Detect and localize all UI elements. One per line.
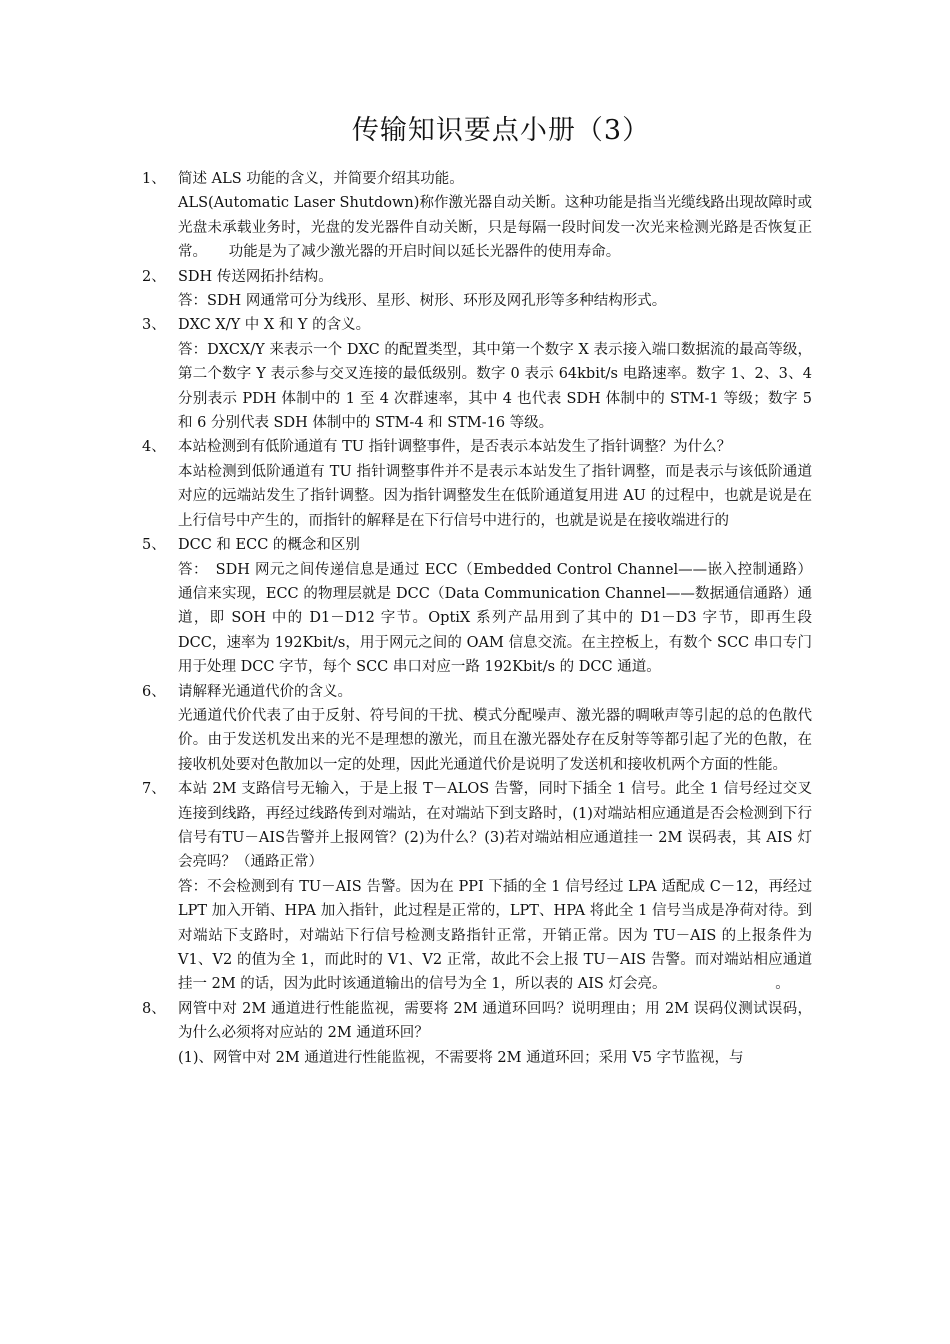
question-text: 本站检测到有低阶通道有 TU 指针调整事件，是否表示本站发生了指针调整？为什么？	[178, 439, 732, 456]
question-text: SDH 传送网拓扑结构。	[178, 268, 333, 285]
answer-text: 答：DXCX/Y 来表示一个 DXC 的配置类型，其中第一个数字 X 表示接入端口数据流的最高等级，第二个数字 Y 表示参与交叉连接的最低级别。数字 0 表示 64kbit/s 电路速率。数字 1、2、3、4 分别表示 PDH 体制中的 1 至 4 次群速率，其中 4 也代表 SDH 体制中的 STM-1 等级；数字 5 和 6 分别代表 SDH 体制中的 STM-4 和 STM-16 等级。	[178, 341, 812, 432]
item-number: 1、	[142, 171, 166, 187]
qa-item	[142, 533, 812, 679]
answer-text: (1)、网管中对 2M 通道进行性能监视，不需要将 2M 通道环回；采用 V5 字节监视，与	[178, 1049, 744, 1066]
item-number: 6、	[142, 683, 166, 700]
question-text: DXC X/Y 中 X 和 Y 的含义。	[178, 317, 371, 334]
page-title: 传输知识要点小册（3）	[351, 115, 651, 146]
question-text: DCC 和 ECC 的概念和区别	[178, 537, 360, 554]
qa-item	[142, 167, 812, 265]
item-number: 3、	[142, 317, 166, 334]
qa-item	[142, 313, 812, 435]
question-text: 网管中对 2M 通道进行性能监视，需要将 2M 通道环回吗？说明理由；用 2M 误码仪测试误码，为什么必须将对应站的 2M 通道环回？	[178, 1000, 812, 1042]
answer-text: ALS(Automatic Laser Shutdown)称作激光器自动关断。这种功能是指当光缆线路出现故障时或光盘未承载业务时，光盘的发光器件自动关断，只是每隔一段时间发一次光来检测光路是否恢复正常。 功能是为了减少激光器的开启时间以延长光器件的使用寿命。	[178, 195, 812, 261]
qa-item	[142, 680, 812, 778]
answer-text: 本站检测到低阶通道有 TU 指针调整事件并不是表示本站发生了指针调整，而是表示与该低阶通道对应的远端站发生了指针调整。因为指针调整发生在低阶通道复用进 AU 的过程中，也就是说是在上行信号中产生的，而指针的解释是在下行信号中进行的，也就是说是在接收端进行的	[178, 463, 812, 529]
question-text: 请解释光通道代价的含义。	[178, 683, 352, 700]
answer-text: 答： SDH 网元之间传递信息是通过 ECC（Embedded Control Channel——嵌入控制通路）通信来实现，ECC 的物理层就是 DCC（Data Communication Channel——数据通信通路）通道，即 SOH 中的 D1－D12 字节。OptiX 系列产品用到了其中的 D1－D3 字节，即再生段 DCC，速率为 192Kbit/s，用于网元之间的 OAM 信息交流。在主控板上，有数个 SCC 串口专门用于处理 DCC 字节，每个 SCC 串口对应一路 192Kbit/s 的 DCC 通道。	[178, 561, 812, 676]
answer-text: 答：不会检测到有 TU－AIS 告警。因为在 PPI 下插的全 1 信号经过 LPA 适配成 C－12，再经过 LPT 加入开销、HPA 加入指针，此过程是正常的，LPT、HPA 将此全 1 信号当成是净荷对待。到对端站下支路时，对端站下行信号检测支路指针正常，开销正常。因为 TU－AIS 的上报条件为 V1、V2 的值为全 1，而此时的 V1、V2 正常，故此不会上报 TU－AIS 告警。而对端站相应通道挂一 2M 的话，因为此时该通道输出的信号为全 1，所以表的 AIS 灯会亮。 。	[178, 878, 812, 993]
qa-item	[142, 777, 812, 997]
item-number: 7、	[142, 781, 166, 798]
qa-list	[142, 167, 812, 1070]
answer-text: 光通道代价代表了由于反射、符号间的干扰、模式分配噪声、激光器的啁啾声等引起的总的色散代价。由于发送机发出来的光不是理想的激光，而且在激光器处存在反射等等都引起了光的色散，在接收机处要对色散加以一定的处理，因此光通道代价是说明了发送机和接收机两个方面的性能。	[178, 707, 812, 773]
qa-item	[142, 265, 812, 314]
answer-text: 答：SDH 网通常可分为线形、星形、树形、环形及网孔形等多种结构形式。	[178, 293, 667, 310]
item-number: 8、	[142, 1000, 166, 1017]
item-number: 2、	[142, 268, 166, 285]
qa-item	[142, 997, 812, 1070]
item-number: 5、	[142, 537, 166, 554]
item-number: 4、	[142, 439, 166, 456]
question-text: 本站 2M 支路信号无输入，于是上报 T－ALOS 告警，同时下插全 1 信号。此全 1 信号经过交叉连接到线路，再经过线路传到对端站，在对端站下到支路时，(1)对端站相应通道是否会检测到下行信号有TU－AIS告警并上报网管？(2)为什么？(3)若对端站相应通道挂一 2M 误码表，其 AIS 灯会亮吗？（通路正常）	[178, 781, 812, 871]
qa-item	[142, 435, 812, 533]
question-text: 简述 ALS 功能的含义，并简要介绍其功能。	[178, 171, 464, 187]
